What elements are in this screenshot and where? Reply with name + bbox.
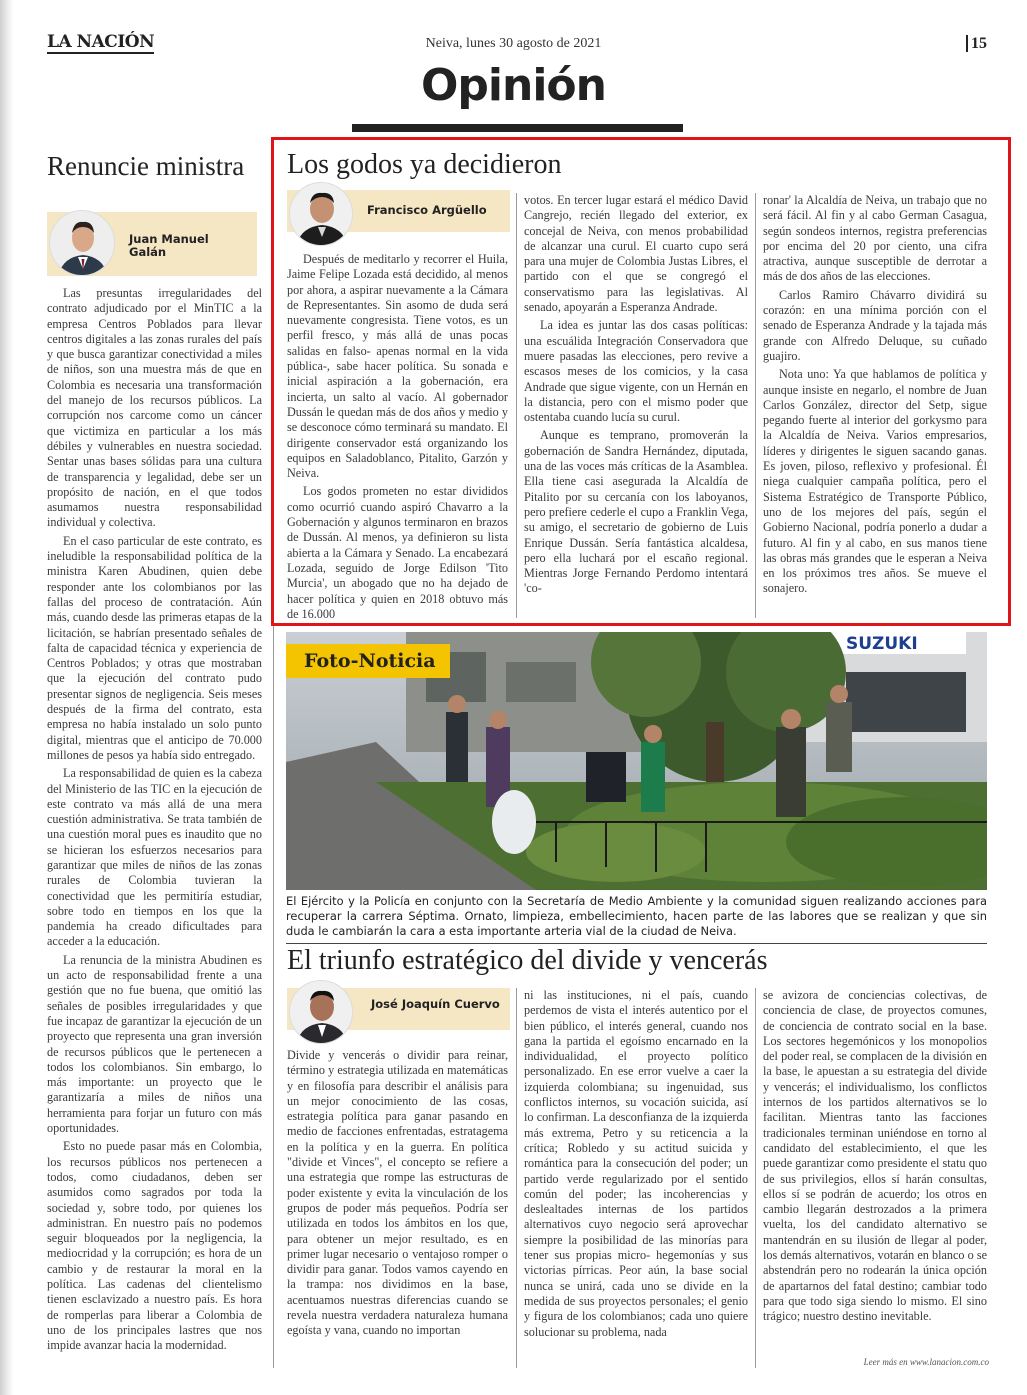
footer-note: Leer más en www.lanacion.com.co xyxy=(863,1357,989,1367)
left-paragraph: Esto no puede pasar más en Colombia, los recursos públicos nos pertenecen a todos, como ciudadanos, deben ser asumidos como sagrados por toda la sociedad y, sobre todo, por quienes los administran. En nuestro país no podemos seguir bloqueados por la negligencia, la mediocridad y la corrupción; es hora de un cambio y de restaurar la moral en la política. Las cadenas del clientelismo tienen esclavizado a nuestro país. Es hora de romperlas para liberar a Colombia de uno de los principales lastres que nos impide avanzar hacia la modernidad. xyxy=(47,1139,262,1353)
bottom-article-col3 xyxy=(763,988,987,1328)
page-edge-shadow xyxy=(0,0,14,1395)
top-article-title: Los godos ya decidieron xyxy=(287,149,562,180)
bottom-author-name: José Joaquín Cuervo xyxy=(371,997,500,1011)
top-col2-paragraph: La idea es juntar las dos casas políticas: una escuálida Integración Conservadora que muere pasadas las elecciones, pero revive a escasos meses de los comicios, y la casa Andrade que sigue vigente, con un Hernán en la distancia, pero con el mismo poder que ostentaba cuando lucía su curul. xyxy=(524,318,748,425)
top-col1-paragraph: Los godos prometen no estar divididos como ocurrió cuando aspiró Chavarro a la Gobernación y algunos terminaron en brazos de Dussán. Al menos, ya definieron su lista abierta a la Cámara y Senado. La encabezará Lozada, seguido de Jorge Edilson 'Tito Murcia', un abogado que no ha dejado de hacer política y quien en 2018 obtuvo más de 16.000 xyxy=(287,484,508,621)
left-paragraph: La responsabilidad de quien es la cabeza del Ministerio de las TIC en la ejecución de este contrato va más allá de una mera cuestión administrativa. Se trata también de una cuestión moral pues es inaudito que no se hicieran los esfuerzos necesarios para garantizar que miles de niños de las zonas rurales de Colombia tuvieran la conectividad que les permitiría estudiar, sobre todo en tiempos en los que la pandemia ha creado dificultades para acceder a la educación. xyxy=(47,766,262,949)
left-paragraph: Las presuntas irregularidades del contrato adjudicado por el MinTIC a la empresa Centros Poblados para llevar centros digitales a las zonas rurales del país y que busca garantizar conectividad a miles de niños, son una muestra más de que en Colombia es necesaria una transformación del manejo de los recursos públicos. La corrupción nos carcome como un cáncer que victimiza en particular a los más débiles y vulnerables en nuestra sociedad. Sentar unas bases sólidas para una cultura de transparencia y legalidad, debe ser un propósito de nación, en el que todos asumamos nuestra responsabilidad individual y colectiva. xyxy=(47,286,262,530)
masthead-logo: LA NACIÓN xyxy=(47,32,155,52)
top-article-col1 xyxy=(287,252,508,625)
top-col2-paragraph: Aunque es temprano, promoverán la gobernación de Sandra Hernández, diputada, una de las voces más críticas de la Asamblea. Ella tiene casi asegurada la Alcaldía de Pitalito por su cercanía con los laboyanos, pero prefiere cederle el cupo a Franklin Vega, su amigo, el secretario de gobierno de Luis Enrique Dussán. Sería fantástica alcaldesa, pero ella luchará por el escaño regional. Mientras Jorge Fernando Perdomo intentará 'co- xyxy=(524,428,748,596)
top-col3-paragraph: Nota uno: Ya que hablamos de política y aunque insiste en negarlo, el nombre de Juan Carlos González, director del Setp, sigue pegando fuerte al interior del gorkysmo para la Alcaldía de Neiva. Varios empresarios, líderes y dirigentes le siguen sacando ganas. Es joven, piloso, reflexivo y profesional. Él niega cualquier campaña política, pero el Sistema Estratégico de Transporte Público, uno de los mejores del país, según el Gobierno Nacional, podría ponerlo a dudar a futuro. Al fin y al cabo, en sus manos tiene las obras más grandes que le esperan a Neiva en los próximos tres años. Se mueve el sonajero. xyxy=(763,367,987,596)
dateline: Neiva, lunes 30 agosto de 2021 xyxy=(425,36,602,51)
top-col3-paragraph: ronar' la Alcaldía de Neiva, un trabajo que no será fácil. Al fin y al cabo German Casagua, según sondeos internos, registra preferencias por encima del 20 por ciento, una cifra atractiva, aunque susceptible de derrotar a más de dos años de las elecciones. xyxy=(763,193,987,284)
left-article-body xyxy=(47,286,262,1356)
top-col2-paragraph: votos. En tercer lugar estará el médico David Cangrejo, recién llegado del exterior, ex concejal de Neiva, con menos probabilidad de alcanzar una curul. El cuarto cupo será para una mujer de Colombia Justas Libres, el partido con el que se congregó el conservatismo para las legislativas. Al senado, apoyarán a Esperanza Andrade. xyxy=(524,193,748,315)
top-col3-paragraph: Carlos Ramiro Chávarro dividirá su corazón: en una mínima porción con el senado de Esperanza Andrade y la tajada más grande con Alfredo Deluque, su cuñado guajiro. xyxy=(763,287,987,363)
left-author-box xyxy=(47,212,257,276)
author-photo-cuervo xyxy=(289,980,353,1044)
author-photo-arguello xyxy=(289,182,353,246)
top-col1-paragraph: Después de meditarlo y recorrer el Huila, Jaime Felipe Lozada está decidido, al menos por ahora, a aspirar nuevamente a la Cámara de Representantes. Sin asomo de duda será nuevamente congresista. Tiene votos, es un perfil fresco, y más allá de unas pocas salidas en falso- apenas normal en la vida pública-, sabe hacer política. Su sonada e inicial aspiración a la gobernación, era incierta, un salto al vacío. Al gobernador Dussán le quedan más de dos años y medio y se desconoce cómo terminará su mandato. El dirigente conservador está organizando los equipos en Saladoblanco, Pitalito, Garzón y Neiva. xyxy=(287,252,508,481)
bottom-col3-paragraph: se avizora de conciencias colectivas, de conciencia de clase, de proyectos comunes, de conciencia de contrato social en la base. Los sectores hegemónicos y los monopolios del poder real, se complacen de la división en la base, le apuestan a su estrategia del divide y vencerás; el individualismo, los conflictos internos de los partidos alternativos se lo facilitan. Mientras tanto las facciones tradicionales terminan uniéndose en torno al candidato del establecimiento, el que les puede garantizar como presidente el statu quo de sus privilegios, ellos sí harán consultas, ellos sí se podrán de acuerdo; los otros en cambio llegarán destrozados a la primera vuelta, los del candidato alternativo se mantendrán en su ilusión de llegar al poder, los demás alternativos, votarán en blanco o se abstendrán pero no rodearán la única opción de apartarnos del fatal destino; cambiar todo para que todo siga siendo lo mismo. El sino trágico; nuestro destino inevitable. xyxy=(763,988,987,1324)
left-article-title: Renuncie ministra xyxy=(47,151,245,181)
bottom-author-box xyxy=(287,988,510,1030)
bottom-col1-paragraph: Divide y vencerás o dividir para reinar, término y estrategia utilizada en matemáticas y en filosofía para describir el análisis para un mejor conocimiento de las cosas, estrategia política para ganar pasando en medio de facciones enfrentadas, estratagema en la política y en la guerra. En política "divide et Vinces", el concepto se refiere a una estrategia que rompe las estructuras de poder existente y evita la vinculación de los grupos de poder más pequeños. Podría ser utilizada en todos los ámbitos en los que, para obtener un mejor resultado, es en primer lugar necesario o ventajoso romper o dividir para ganar. Todos vamos cayendo en la trampa: nos dividimos en la base, acentuamos nuestras diferencias cuando se revela nuestra verdadera naturaleza humana egoísta y vana, cuando no importan xyxy=(287,1048,508,1338)
bottom-article-col1 xyxy=(287,1048,508,1342)
section-title: Opinión xyxy=(421,60,606,111)
left-paragraph: En el caso particular de este contrato, es ineludible la responsabilidad política de la ministra Karen Abudinen, quien debe responder ante los colombianos por las fallas del proceso de contratación. Aún más, cuando desde las primeras etapas de la licitación, se habrían presentado señales de falta de capacidad técnica y experiencia de Centros Poblados; y otras que mostraban que la ejecución del contrato pudo presentar signos de negligencia. Seis meses después de la firma del contrato, esta empresa no había instalado un solo punto digital, mientras que el anticipo de 70.000 millones de pesos ya había sido entregado. xyxy=(47,533,262,762)
author-photo-galan xyxy=(49,210,115,276)
top-article-col2 xyxy=(524,193,748,600)
column-divider xyxy=(516,988,517,1368)
photo-news-tag: Foto-Noticia xyxy=(286,644,450,678)
bottom-col2-paragraph: ni las instituciones, ni el país, cuando perdemos de vista el interés autentico por el bien público, el interés general, cuando nos gana la partida el egoísmo encarnado en la individualidad, el proyecto político personalizado. En ese error vuelve a caer la izquierda colombiana; su ingenuidad, sus conflictos internos, su vocación suicida, así lo confirman. La desconfianza de la izquierda más extrema, Petro y su reticencia a la crítica; Robledo y su actitud suicida y romántica para la consecución del poder; un partido verde regularizado por el sentido común del poder; las incoherencias y deslealtades internas de los partidos alternativos cuyo negocio será aprovechar siempre la posibilidad de las minorías para tener sus propias micro- hegemonías y sus victorias pírricas. Peor aún, la base social nunca se unirá, cada uno se divide en la medida de sus proyectos personales; el genio y figura de los colombianos; cada uno quiere solucionar su problema, nada xyxy=(524,988,748,1339)
photo-caption: El Ejército y la Policía en conjunto con la Secretaría de Medio Ambiente y la comunidad siguen realizando acciones para recuperar la carrera Séptima. Ornato, limpieza, embellecimiento, hacen parte de las labores que se realizan y que sin duda le cambiarán la cara a esta importante arteria vial de la ciudad de Neiva. xyxy=(286,894,987,938)
bottom-article-title: El triunfo estratégico del divide y vencerás xyxy=(287,945,768,976)
news-photo xyxy=(286,632,987,890)
column-divider xyxy=(755,988,756,1368)
column-divider xyxy=(755,193,756,618)
top-author-name: Francisco Argüello xyxy=(367,203,487,217)
suzuki-sign: SUZUKI xyxy=(846,634,918,654)
left-author-name: Juan Manuel Galán xyxy=(129,232,209,259)
top-article-col3 xyxy=(763,193,987,600)
top-author-box xyxy=(287,190,510,232)
section-divider xyxy=(286,943,987,944)
bottom-article-col2 xyxy=(524,988,748,1343)
column-divider xyxy=(516,193,517,618)
section-underline xyxy=(352,124,683,132)
page-number: 15 xyxy=(966,35,987,52)
left-paragraph: La renuncia de la ministra Abudinen es un acto de responsabilidad frente a una gestión que no fue buena, que omitió las señales de posibles irregularidades y que fue incapaz de garantizar la ejecución de un proyecto que representa una gran inversión de recursos públicos que le pertenecen a todos los colombianos. Sin embargo, lo más importante: un proyecto que le garantizaría a miles de niños una herramienta para forjar un futuro con más oportunidades. xyxy=(47,952,262,1136)
